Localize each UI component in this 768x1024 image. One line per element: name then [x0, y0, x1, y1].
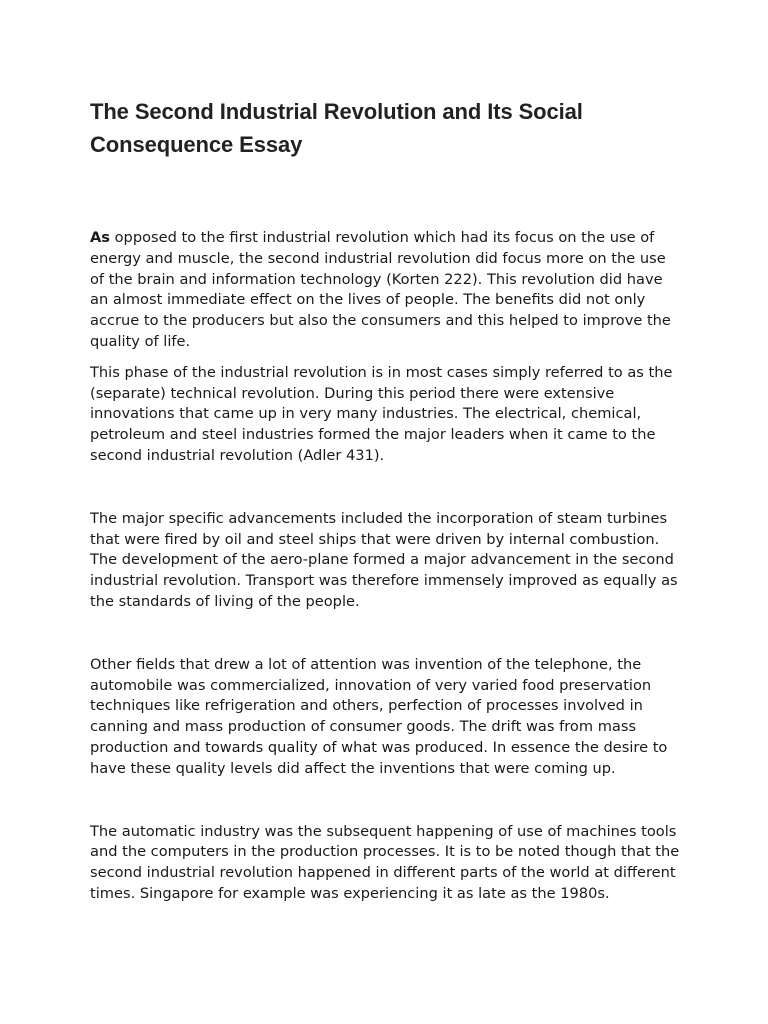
document-title: The Second Industrial Revolution and Its Social Consequence Essay: [90, 99, 583, 157]
paragraph-1-lead: As: [90, 229, 110, 246]
paragraph-5: The automatic industry was the subsequent happening of use of machines tools and the computers in the production processes. It is to be noted though that the second industrial revolution happened in different parts of the world at different times. Singapore for example was experiencing it as late as the 1980s.: [90, 822, 680, 902]
paragraph-1: [90, 228, 680, 353]
paragraph-4: Other fields that drew a lot of attention was invention of the telephone, the automobile was commercialized, innovation of very varied food preservation techniques like refrigeration and others, perfection of processes involved in canning and mass production of consumer goods. The drift was from mass production and towards quality of what was produced. In essence the desire to have these quality levels did affect the inventions that were coming up.: [90, 655, 668, 777]
paragraph-1-text: opposed to the first industrial revolution which had its focus on the use of energy and muscle, the second industrial revolution did focus more on the use of the brain and information technology (Korten 222). This revolution did have an almost immediate effect on the lives of people. The benefits did not only accrue to the producers but also the consumers and this helped to improve the quality of life.: [90, 229, 671, 350]
document-page: [90, 95, 680, 905]
paragraph-2: This phase of the industrial revolution is in most cases simply referred to as the (separate) technical revolution. During this period there were extensive innovations that came up in very many industries. The electrical, chemical, petroleum and steel industries formed the major leaders when it came to the second industrial revolution (Adler 431).: [90, 363, 673, 464]
paragraph-3: The major specific advancements included the incorporation of steam turbines that were fired by oil and steel ships that were driven by internal combustion. The development of the aero-plane formed a major advancement in the second industrial revolution. Transport was therefore immensely improved as equally as the standards of living of the people.: [90, 509, 678, 610]
